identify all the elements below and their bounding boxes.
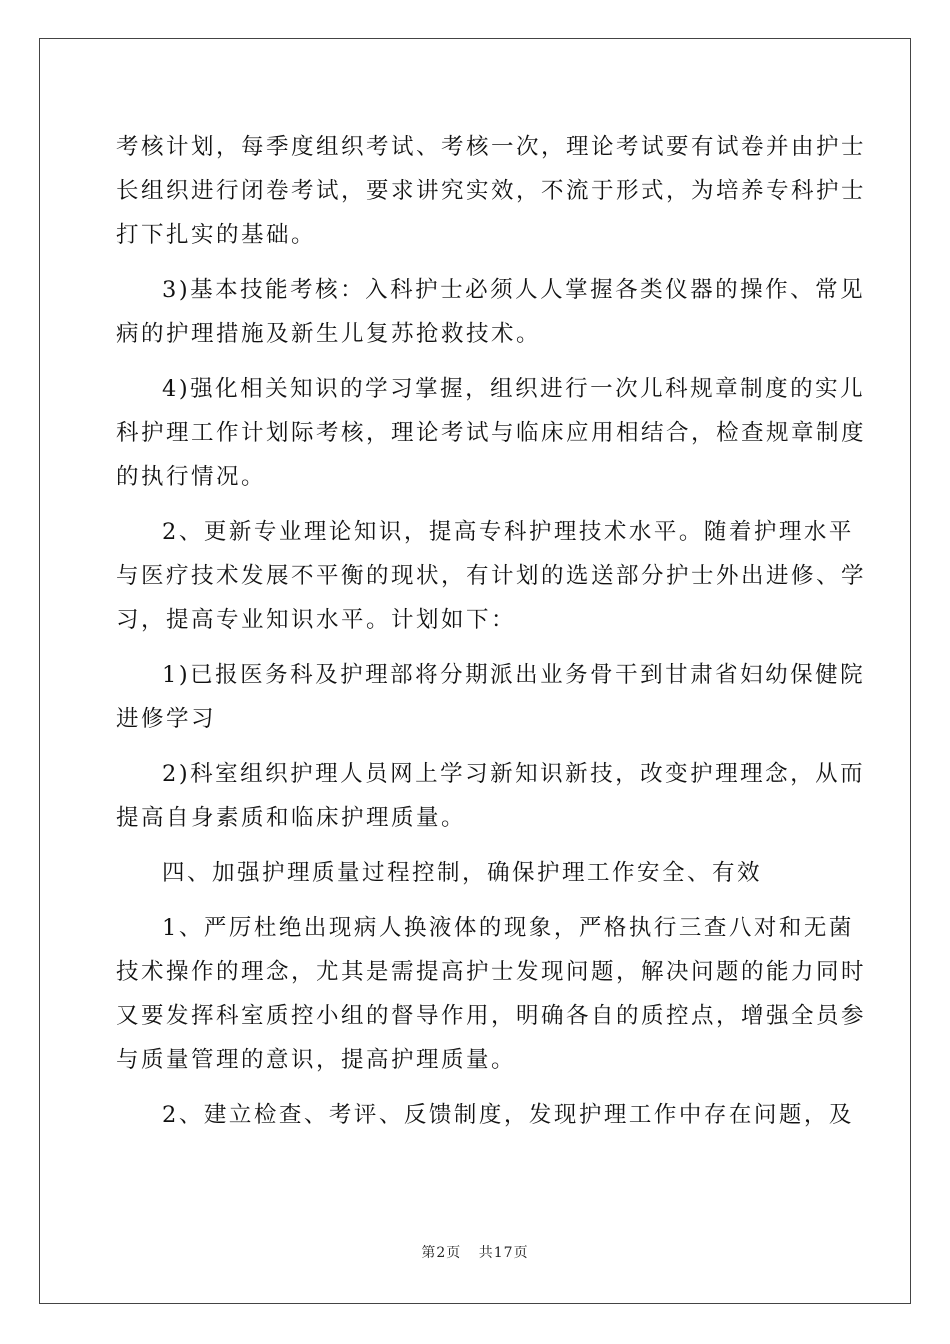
text-line: 2、建立检查、考评、反馈制度，发现护理工作中存在问题，及 — [162, 1102, 854, 1128]
text-line: 2)科室组织护理人员网上学习新知识新技，改变护理理念，从而 — [162, 761, 866, 787]
text-line: 打下扎实的基础。 — [116, 222, 317, 248]
total-pages-label: 共17页 — [478, 1245, 529, 1261]
text-line: 1)已报医务科及护理部将分期派出业务骨干到甘肃省妇幼保健院 — [162, 662, 866, 688]
paragraph — [116, 367, 867, 499]
paragraph-gap — [116, 1082, 836, 1093]
text-line: 的执行情况。 — [116, 464, 267, 490]
paragraph — [116, 851, 836, 895]
paragraph-gap — [116, 356, 836, 367]
paragraph-gap — [116, 257, 836, 268]
current-page-label: 第2页 — [421, 1245, 462, 1261]
text-line: 技术操作的理念，尤其是需提高护士发现问题，解决问题的能力同时 — [116, 959, 867, 985]
paragraph-gap — [116, 499, 836, 510]
paragraph — [116, 1093, 854, 1137]
paragraph — [116, 125, 867, 257]
paragraph-gap — [116, 642, 836, 653]
paragraph-gap — [116, 895, 836, 906]
paragraph-gap — [116, 741, 836, 752]
text-line: 4)强化相关知识的学习掌握，组织进行一次儿科规章制度的实儿 — [162, 376, 866, 402]
text-line: 考核计划，每季度组织考试、考核一次，理论考试要有试卷并由护士 — [116, 134, 867, 160]
page-footer — [0, 1242, 950, 1262]
paragraph-gap — [116, 840, 836, 851]
document-body — [116, 125, 867, 1137]
text-line: 进修学习 — [116, 706, 217, 732]
text-line: 与医疗技术发展不平衡的现状，有计划的选送部分护士外出进修、学 — [116, 563, 867, 589]
text-line: 1、严厉杜绝出现病人换液体的现象，严格执行三查八对和无菌 — [162, 915, 854, 941]
text-line: 习，提高专业知识水平。计划如下： — [116, 607, 517, 633]
text-line: 科护理工作计划际考核，理论考试与临床应用相结合，检查规章制度 — [116, 420, 867, 446]
text-line: 病的护理措施及新生儿复苏抢救技术。 — [116, 321, 542, 347]
text-line: 2、更新专业理论知识，提高专科护理技术水平。随着护理水平 — [162, 519, 854, 545]
paragraph — [116, 510, 867, 642]
paragraph — [116, 268, 866, 356]
paragraph — [116, 906, 867, 1082]
text-line: 又要发挥科室质控小组的督导作用，明确各自的质控点，增强全员参 — [116, 1003, 867, 1029]
text-line: 与质量管理的意识，提高护理质量。 — [116, 1047, 517, 1073]
paragraph — [116, 752, 866, 840]
paragraph — [116, 653, 866, 741]
text-line: 3)基本技能考核：入科护士必须人人掌握各类仪器的操作、常见 — [162, 277, 866, 303]
text-line: 长组织进行闭卷考试，要求讲究实效，不流于形式，为培养专科护士 — [116, 178, 867, 204]
text-line: 四、加强护理质量过程控制，确保护理工作安全、有效 — [162, 860, 763, 886]
text-line: 提高自身素质和临床护理质量。 — [116, 805, 467, 831]
